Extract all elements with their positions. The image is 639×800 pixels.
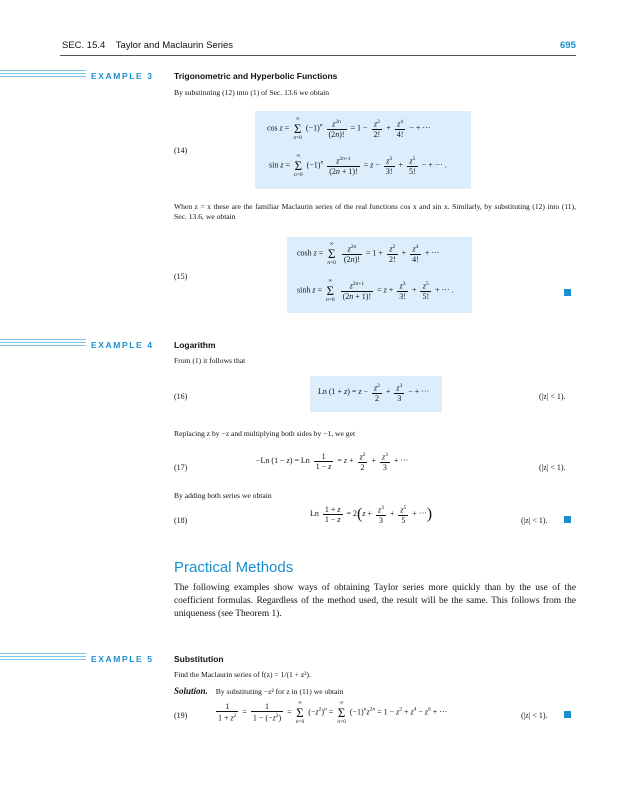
eq19-condition: (|z| < 1). [521, 711, 548, 720]
example3-intro: By substituting (12) into (1) of Sec. 13.6 we obtain [174, 88, 330, 97]
example-rule-lines [0, 70, 86, 77]
example3-middle-text: When z = x these are the familiar Maclaurin series of the real functions cos x and sin x. Similarly, by substituting (12) into (11), Sec. 13.6, we obtain [174, 202, 576, 221]
eq17-line: −Ln (1 − z) = Ln $\frac{1}{1 - z}$ = z + $\frac{z^2}{2}$ + $\frac{z^3}{3}$ + ··· [256, 451, 409, 472]
end-of-example-marker [564, 289, 571, 296]
solution-text: By substituting −z² for z in (11) we obtain [215, 687, 344, 696]
section-heading-practical-methods: Practical Methods [174, 559, 294, 576]
end-of-example-marker [564, 711, 571, 718]
eq14-number: (14) [174, 146, 188, 155]
eq15-number: (15) [174, 272, 188, 281]
solution-label: Solution. [174, 686, 208, 696]
eq14-sin-line: sin z = ∞ Σ n=0 $(-1)^n$ $\frac{z^{2n+1}}{(2n + 1)!}$ = z − $\frac{z^3}{3!}$ + $\frac{z^5}{5!}$ − + ··· . [269, 153, 447, 178]
eq17-number: (17) [174, 463, 188, 472]
eq16-box [310, 376, 442, 412]
eq18-line: Ln $\frac{1 + z}{1 - z}$ = 2(z + $\frac{z^3}{3}$ + $\frac{z^5}{5}$ + ···) [310, 504, 433, 525]
example4-text3: By adding both series we obtain [174, 491, 272, 500]
eq19-number: (19) [174, 711, 188, 720]
example4-label: EXAMPLE 4 [91, 340, 154, 350]
example3-label: EXAMPLE 3 [91, 71, 154, 81]
eq16-condition: (|z| < 1). [539, 392, 566, 401]
example-rule-lines [0, 653, 86, 660]
example-rule-lines [0, 339, 86, 346]
eq14-cos-line: cos z = ∞ Σ n=0 $(-1)^n$ $\frac{z^{2n}}{(2n)!}$ = 1 − $\frac{z^2}{2!}$ + $\frac{z^4}{4!}$ − + ··· [267, 116, 431, 141]
end-of-example-marker [564, 516, 571, 523]
example5-solution [174, 686, 343, 697]
eq19-line: $\frac{1}{1 + z^2}$ = $\frac{1}{1 - (-z^2)}$ = ∞ Σ n=0 $(-z^2)^n$ = ∞ Σ n=0 $(-1)^nz^{2n} = 1 - z^2 + z^4 - z^6$ + ··· [218, 700, 448, 725]
example3-title: Trigonometric and Hyperbolic Functions [174, 71, 338, 81]
eq15-box [287, 237, 472, 313]
practical-methods-text: The following examples show ways of obtaining Taylor series more quickly than by the use of the coefficient formulas. Regardless of the method used, the result will be the same. This follows from the uniqueness (see Theorem 1). [174, 583, 576, 619]
eq14-box [255, 111, 471, 189]
section-number: SEC. 15.4 [62, 40, 106, 51]
example4-text2: Replacing z by −z and multiplying both sides by −1, we get [174, 429, 356, 438]
header-rule [60, 55, 576, 56]
section-title: Taylor and Maclaurin Series [115, 40, 234, 51]
eq16-line: Ln (1 + z) = z − $\frac{z^2}{2}$ + $\frac{z^3}{3}$ − + ··· [318, 383, 430, 403]
eq15-cosh-line: cosh z = ∞ Σ n=0 $\frac{z^{2n}}{(2n)!}$ = 1 + $\frac{z^2}{2!}$ + $\frac{z^4}{4!}$ + ··· [297, 241, 440, 266]
running-header [62, 40, 233, 51]
example5-label: EXAMPLE 5 [91, 654, 154, 664]
example4-title: Logarithm [174, 340, 216, 350]
eq18-number: (18) [174, 516, 188, 525]
eq18-condition: (|z| < 1). [521, 516, 548, 525]
example4-intro: From (1) it follows that [174, 356, 246, 365]
eq17-condition: (|z| < 1). [539, 463, 566, 472]
eq16-number: (16) [174, 392, 188, 401]
page-number: 695 [560, 40, 576, 51]
example5-title: Substitution [174, 654, 224, 664]
example5-problem: Find the Maclaurin series of f(z) = 1/(1 + z²). [174, 670, 311, 679]
eq15-sinh-line: sinh z = ∞ Σ n=0 $\frac{z^{2n+1}}{(2n + 1)!}$ = z + $\frac{z^3}{3!}$ + $\frac{z^5}{5!}$ + ··· . [297, 278, 454, 303]
